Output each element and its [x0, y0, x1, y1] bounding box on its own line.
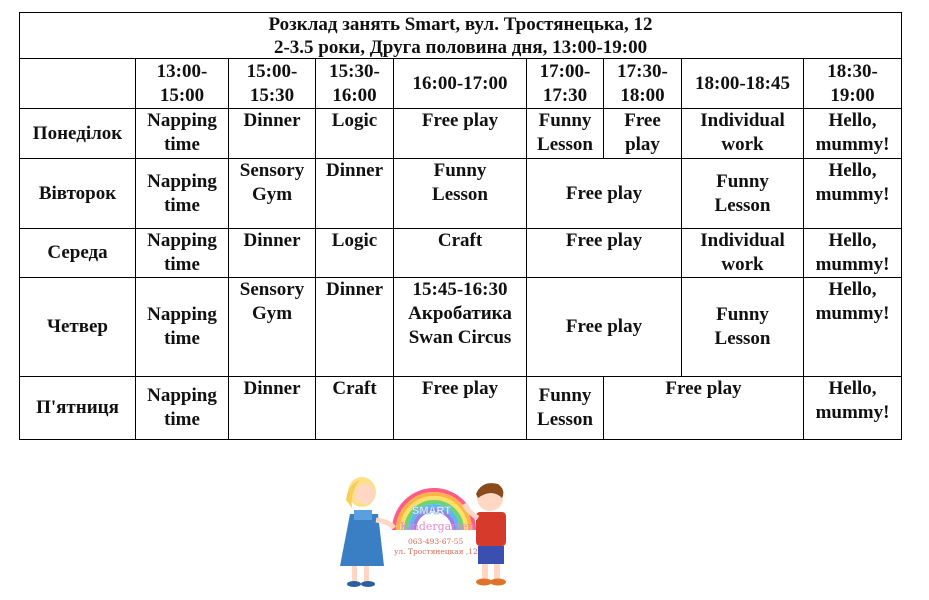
activity-cell: [804, 278, 902, 377]
time-part: 15:30-: [329, 60, 380, 82]
time-header: [316, 59, 394, 109]
activity-cell: [804, 109, 902, 159]
activity-cell: [394, 278, 527, 377]
title-row: [20, 13, 902, 59]
time-part: 16:00-17:00: [412, 72, 508, 94]
activity-cell: [527, 229, 682, 278]
time-part: 18:00-18:45: [695, 72, 790, 94]
activity-cell: [394, 159, 527, 229]
activity-cell: [804, 229, 902, 278]
activity-text: Craft: [437, 230, 483, 251]
activity-text: Free play: [665, 378, 742, 399]
activity-text: mummy!: [815, 402, 890, 423]
activity-text: Napping: [147, 304, 217, 325]
activity-text: Free play: [565, 316, 643, 337]
time-part: 15:30: [249, 84, 295, 106]
activity-cell: [229, 109, 316, 159]
activity-text: Dinner: [243, 378, 301, 399]
activity-text: 15:45-16:30: [412, 279, 508, 300]
day-row-monday: [20, 109, 902, 159]
activity-text: Funny: [433, 160, 487, 181]
activity-text: Logic: [331, 110, 378, 131]
day-row-friday: [20, 377, 902, 440]
activity-text: Lesson: [714, 194, 771, 216]
time-header-row: [20, 59, 902, 109]
schedule-table: [19, 12, 902, 440]
logo-illustration: [332, 462, 528, 594]
activity-text: Craft: [332, 378, 377, 399]
activity-text: Funny: [716, 170, 769, 192]
activity-cell: [804, 159, 902, 229]
title-line-1: Розклад занять Smart, вул. Тростянецька, 12: [268, 14, 653, 35]
activity-text: Dinner: [326, 160, 383, 181]
time-header: [229, 59, 316, 109]
activity-cell: [394, 109, 527, 159]
activity-text: time: [164, 194, 200, 216]
activity-cell: [682, 109, 804, 159]
time-part: 19:00: [830, 84, 875, 106]
activity-text: Napping: [147, 230, 217, 251]
activity-cell: [527, 278, 682, 377]
title-line-2: 2-3.5 роки, Друга половина дня, 13:00-19:00: [273, 37, 648, 58]
activity-cell: [316, 229, 394, 278]
logo-phone: 063-493-67-55: [408, 537, 464, 546]
activity-text: Free play: [421, 378, 499, 399]
activity-text: Gym: [251, 303, 293, 324]
day-label: Вівторок: [20, 159, 136, 229]
activity-text: Hello,: [828, 378, 877, 399]
activity-text: Lesson: [537, 409, 593, 430]
activity-cell: [682, 159, 804, 229]
time-part: 18:30-: [827, 60, 878, 82]
day-row-wednesday: [20, 229, 902, 278]
time-part: 13:00-: [156, 60, 208, 82]
schedule-title: [20, 13, 902, 59]
activity-cell: [136, 109, 229, 159]
activity-text: Hello,: [828, 110, 877, 131]
activity-cell: [136, 377, 229, 440]
activity-text: work: [721, 254, 764, 275]
time-header: [136, 59, 229, 109]
activity-cell: [527, 377, 604, 440]
activity-text: Individual: [700, 110, 785, 131]
activity-text: Hello,: [828, 160, 877, 181]
activity-text: Free play: [421, 110, 499, 131]
activity-cell: [229, 377, 316, 440]
activity-text: Napping: [147, 110, 217, 131]
day-row-thursday: [20, 278, 902, 377]
activity-cell: [229, 229, 316, 278]
activity-cell: [229, 278, 316, 377]
day-label: Четвер: [20, 278, 136, 377]
activity-text: play: [625, 134, 660, 155]
activity-text: Hello,: [828, 230, 877, 251]
day-label: П'ятниця: [20, 377, 136, 440]
activity-text: time: [164, 328, 200, 349]
activity-cell: [682, 278, 804, 377]
time-part: 16:00: [332, 84, 377, 106]
logo-name: Kindergarten: [400, 520, 475, 533]
activity-cell: [136, 229, 229, 278]
activity-text: Funny: [716, 304, 769, 325]
time-header: [604, 59, 682, 109]
activity-text: mummy!: [815, 303, 890, 324]
activity-cell: [527, 159, 682, 229]
time-header: [527, 59, 604, 109]
activity-cell: [136, 278, 229, 377]
activity-cell: [316, 109, 394, 159]
activity-text: Lesson: [714, 328, 771, 349]
day-label: Понеділок: [20, 109, 136, 159]
time-part: 15:00: [159, 84, 205, 106]
activity-cell: [316, 377, 394, 440]
activity-text: Lesson: [432, 184, 488, 205]
time-part: 17:30-: [617, 60, 668, 82]
activity-cell: [394, 377, 527, 440]
activity-text: Free play: [565, 182, 643, 204]
activity-cell: [316, 159, 394, 229]
activity-text: time: [164, 134, 200, 155]
activity-text: Sensory: [239, 279, 305, 300]
time-part: 15:00-: [246, 60, 298, 82]
activity-text: mummy!: [815, 184, 890, 205]
activity-text: Logic: [331, 230, 378, 251]
activity-text: Free: [624, 110, 661, 131]
corner-cell: [20, 59, 136, 109]
activity-text: mummy!: [815, 254, 890, 275]
activity-cell: [604, 109, 682, 159]
activity-text: Sensory: [239, 160, 305, 181]
activity-cell: [682, 229, 804, 278]
activity-text: Individual: [700, 230, 785, 251]
activity-text: Lesson: [537, 134, 593, 155]
activity-cell: [316, 278, 394, 377]
time-part: 17:30: [542, 84, 588, 106]
activity-text: Акробатика: [408, 303, 512, 324]
kindergarten-logo: [332, 462, 528, 594]
activity-text: Dinner: [243, 230, 301, 251]
activity-text: Hello,: [828, 279, 877, 300]
logo-brand: SMART: [412, 505, 452, 517]
day-row-tuesday: [20, 159, 902, 229]
activity-text: Free play: [565, 230, 643, 251]
activity-text: time: [164, 254, 200, 275]
activity-text: Dinner: [243, 110, 301, 131]
activity-text: Gym: [251, 184, 293, 205]
activity-text: Napping: [147, 385, 217, 406]
time-part: 18:00: [620, 84, 665, 106]
logo-address: ул. Тростянецкая ,12: [394, 547, 478, 556]
activity-text: Funny: [538, 110, 592, 131]
activity-text: time: [164, 409, 200, 430]
activity-cell: [604, 377, 804, 440]
girl-icon: [340, 477, 394, 587]
activity-cell: [527, 109, 604, 159]
activity-text: Funny: [538, 385, 592, 406]
time-header: [804, 59, 902, 109]
activity-cell: [136, 159, 229, 229]
activity-text: mummy!: [815, 134, 890, 155]
time-header: [682, 59, 804, 109]
time-part: 17:00-: [539, 60, 591, 82]
day-label: Середа: [20, 229, 136, 278]
activity-text: work: [721, 134, 764, 155]
activity-text: Dinner: [326, 279, 383, 300]
boy-icon: [464, 483, 506, 585]
activity-text: Napping: [147, 170, 217, 192]
activity-cell: [394, 229, 527, 278]
time-header: [394, 59, 527, 109]
activity-text: Swan Circus: [408, 327, 512, 348]
activity-cell: [229, 159, 316, 229]
activity-cell: [804, 377, 902, 440]
